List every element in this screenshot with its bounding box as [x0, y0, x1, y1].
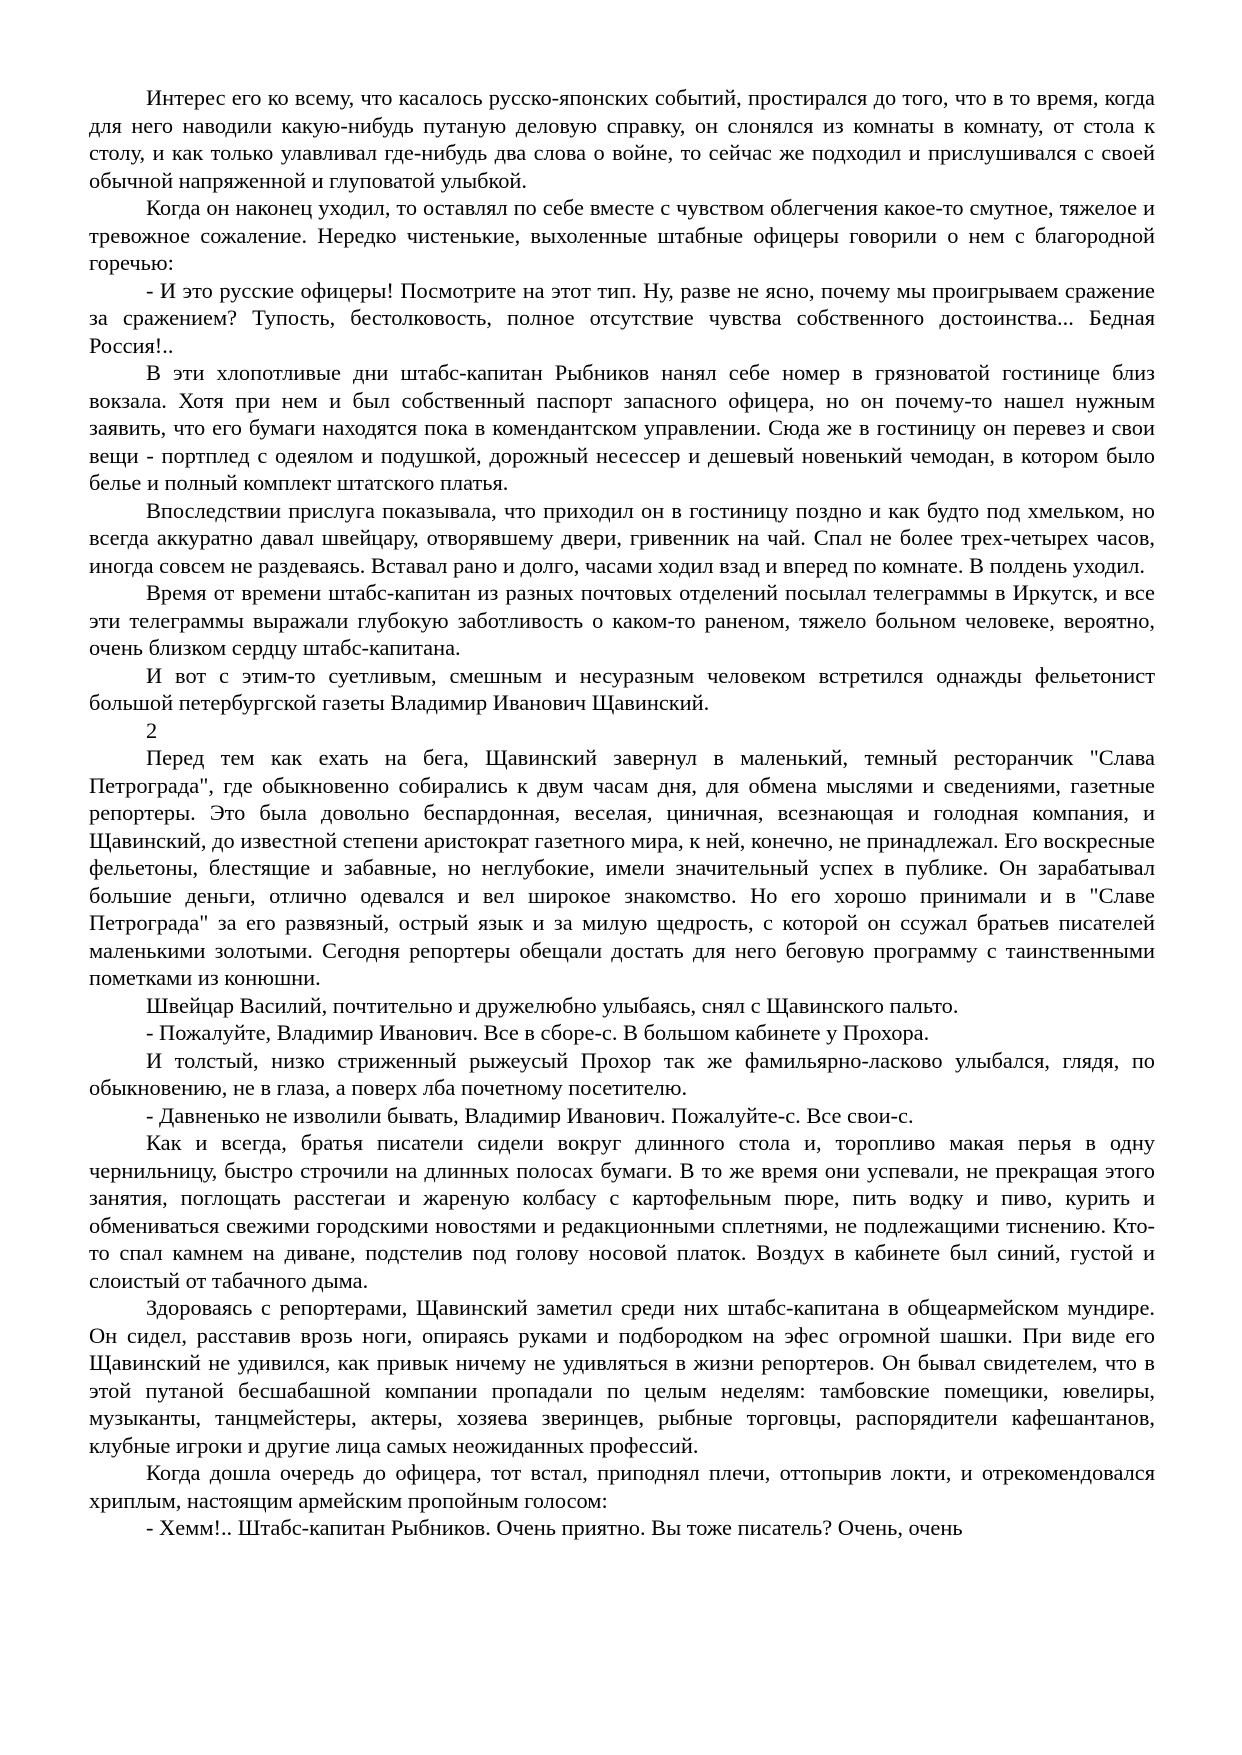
paragraph: Перед тем как ехать на бега, Щавинский завернул в маленький, темный ресторанчик "Слава Петрограда", где обыкновенно собирались к двум часам дня, для обмена мыслями и сведениями, газетные репортеры. Это была довольно беспардонная, веселая, циничная, всезнающая и голодная компания, и Щавинский, до известной степени аристократ газетного мира, к ней, конечно, не принадлежал. Его воскресные фельетоны, блестящие и забавные, но неглубокие, имели значительный успех в публике. Он зарабатывал большие деньги, отлично одевался и вел широкое знакомство. Но его хорошо принимали и в "Славе Петрограда" за его развязный, острый язык и за милую щедрость, с которой он ссужал братьев писателей маленькими золотыми. Сегодня репортеры обещали достать для него беговую программу с таинственными пометками из конюшни.: [89, 745, 1155, 990]
paragraph: - Давненько не изволили бывать, Владимир Иванович. Пожалуйте-с. Все свои-с.: [146, 1102, 914, 1128]
document-page: [89, 84, 1155, 1542]
paragraph: Швейцар Василий, почтительно и дружелюбно улыбаясь, снял с Щавинского пальто.: [146, 992, 959, 1018]
paragraph: - Пожалуйте, Владимир Иванович. Все в сборе-с. В большом кабинете у Прохора.: [146, 1020, 930, 1045]
paragraph: - Хемм!.. Штабс-капитан Рыбников. Очень приятно. Вы тоже писатель? Очень, очень: [146, 1515, 963, 1540]
paragraph: Интерес его ко всему, что касалось русско-японских событий, простирался до того, что в то время, когда для него наводили какую-нибудь путаную деловую справку, он слонялся из комнаты в комнату, от стола к столу, и как только улавливал где-нибудь два слова о войне, то сейчас же подходил и прислушивался с своей обычной напряженной и глуповатой улыбкой.: [89, 85, 1155, 193]
chapter-number: 2: [146, 717, 158, 743]
paragraph: В эти хлопотливые дни штабс-капитан Рыбников нанял себе номер в грязноватой гостинице близ вокзала. Хотя при нем и был собственный паспорт запасного офицера, но он почему-то нашел нужным заявить, что его бумаги находятся пока в комендантском управлении. Сюда же в гостиницу он перевез и свои вещи - портплед с одеялом и подушкой, дорожный несессер и дешевый новенький чемодан, в котором было белье и полный комплект штатского платья.: [89, 360, 1155, 495]
paragraph: Когда дошла очередь до офицера, тот встал, приподнял плечи, оттопырив локти, и отрекомендовался хриплым, настоящим армейским пропойным голосом:: [89, 1460, 1155, 1513]
paragraph: И толстый, низко стриженный рыжеусый Прохор так же фамильярно-ласково улыбался, глядя, по обыкновению, не в глаза, а поверх лба почетному посетителю.: [89, 1047, 1155, 1100]
paragraph: Время от времени штабс-капитан из разных почтовых отделений посылал телеграммы в Иркутск, и все эти телеграммы выражали глубокую заботливость о каком-то раненом, тяжело больном человеке, вероятно, очень близком сердцу штабс-капитана.: [89, 580, 1155, 660]
paragraph: Когда он наконец уходил, то оставлял по себе вместе с чувством облегчения какое-то смутное, тяжелое и тревожное сожаление. Нередко чистенькие, выхоленные штабные офицеры говорили о нем с благородной горечью:: [89, 195, 1155, 275]
paragraph: Здороваясь с репортерами, Щавинский заметил среди них штабс-капитана в общеармейском мундире. Он сидел, расставив врозь ноги, опираясь руками и подбородком на эфес огромной шашки. При виде его Щавинский не удивился, как привык ничему не удивляться в жизни репортеров. Он бывал свидетелем, что в этой путаной бесшабашной компании пропадали по целым неделям: тамбовские помещики, ювелиры, музыканты, танцмейстеры, актеры, хозяева зверинцев, рыбные торговцы, распорядители кафешантанов, клубные игроки и другие лица самых неожиданных профессий.: [89, 1295, 1155, 1458]
paragraph: Впоследствии прислуга показывала, что приходил он в гостиницу поздно и как будто под хмельком, но всегда аккуратно давал швейцару, отворявшему двери, гривенник на чай. Спал не более трех-четырех часов, иногда совсем не раздеваясь. Вставал рано и долго, часами ходил взад и вперед по комнате. В полдень уходил.: [89, 497, 1155, 578]
paragraph: Как и всегда, братья писатели сидели вокруг длинного стола и, торопливо макая перья в одну чернильницу, быстро строчили на длинных полосах бумаги. В то же время они успевали, не прекращая этого занятия, поглощать расстегаи и жареную колбасу с картофельным пюре, пить водку и пиво, курить и обмениваться свежими городскими новостями и редакционными сплетнями, не подлежащими тиснению. Кто-то спал камнем на диване, подстелив под голову носовой платок. Воздух в кабинете был синий, густой и слоистый от табачного дыма.: [89, 1130, 1155, 1293]
paragraph: И вот с этим-то суетливым, смешным и несуразным человеком встретился однажды фельетонист большой петербургской газеты Владимир Иванович Щавинский.: [89, 662, 1155, 715]
paragraph: - И это русские офицеры! Посмотрите на этот тип. Ну, разве не ясно, почему мы проигрываем сражение за сражением? Тупость, бестолковость, полное отсутствие чувства собственного достоинства... Бедная Россия!..: [89, 277, 1155, 358]
